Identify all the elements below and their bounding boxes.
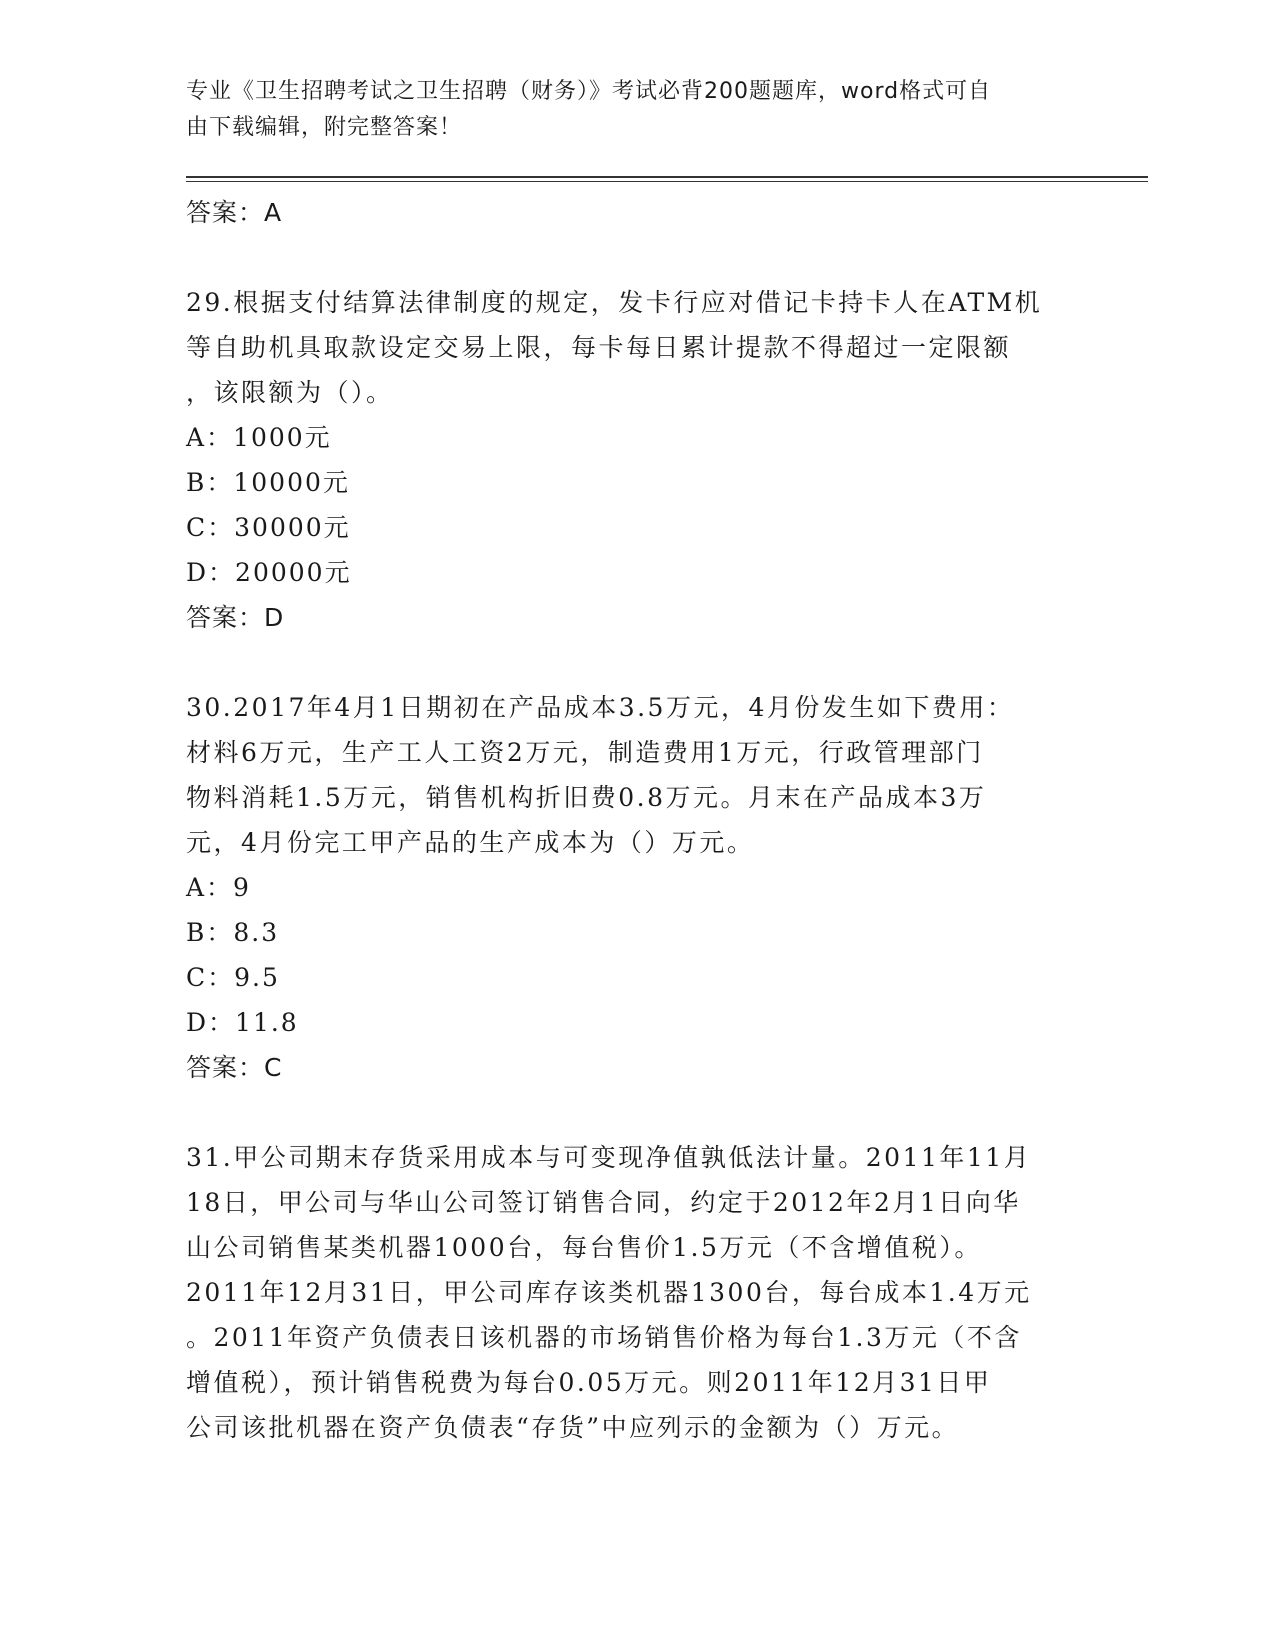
- answer-30: 答案：C: [186, 1053, 283, 1082]
- question-text-line: ，该限额为（）。: [186, 378, 394, 407]
- question-text-line: 物料消耗1.5万元，销售机构折旧费0.8万元。月末在产品成本3万: [186, 783, 987, 812]
- question-text-line: 。2011年资产负债表日该机器的市场销售价格为每台1.3万元（不含: [186, 1323, 1022, 1352]
- option-a: A：1000元: [186, 423, 332, 452]
- option-b: B：10000元: [186, 468, 350, 497]
- spacer: [186, 641, 1086, 685]
- spacer: [186, 1091, 1086, 1135]
- document-header: [186, 74, 1066, 146]
- option-d: D：20000元: [186, 558, 352, 587]
- answer-29: 答案：D: [186, 603, 285, 632]
- question-text-line: 2011年12月31日，甲公司库存该类机器1300台，每台成本1.4万元: [186, 1278, 1032, 1307]
- header-line-1: 专业《卫生招聘考试之卫生招聘（财务）》考试必背200题题库，word格式可自: [186, 79, 992, 104]
- option-c: C：9.5: [186, 963, 280, 992]
- question-31: [186, 1135, 1086, 1450]
- document-body: [186, 190, 1086, 1450]
- question-text-line: 山公司销售某类机器1000台，每台售价1.5万元（不含增值税）。: [186, 1233, 982, 1262]
- question-29: [186, 280, 1086, 641]
- header-line-2: 由下载编辑，附完整答案！: [186, 115, 463, 140]
- question-30: [186, 685, 1086, 1091]
- question-text-line: 31.甲公司期末存货采用成本与可变现净值孰低法计量。2011年11月: [186, 1143, 1032, 1172]
- option-d: D：11.8: [186, 1008, 299, 1037]
- question-text-line: 29.根据支付结算法律制度的规定，发卡行应对借记卡持卡人在ATM机: [186, 288, 1043, 317]
- option-c: C：30000元: [186, 513, 351, 542]
- option-a: A：9: [186, 873, 251, 902]
- spacer: [186, 236, 1086, 280]
- header-divider-thick: [186, 176, 1148, 178]
- question-text-line: 等自助机具取款设定交易上限，每卡每日累计提款不得超过一定限额: [186, 333, 1012, 362]
- question-text-line: 30.2017年4月1日期初在产品成本3.5万元，4月份发生如下费用：: [186, 693, 1015, 722]
- question-text-line: 材料6万元，生产工人工资2万元，制造费用1万元，行政管理部门: [186, 738, 984, 767]
- answer-previous: 答案：A: [186, 198, 283, 227]
- question-text-line: 公司该批机器在资产负债表“存货”中应列示的金额为（）万元。: [186, 1413, 960, 1442]
- header-divider-thin: [186, 181, 1148, 182]
- question-text-line: 18日，甲公司与华山公司签订销售合同，约定于2012年2月1日向华: [186, 1188, 1021, 1217]
- question-text-line: 增值税），预计销售税费为每台0.05万元。则2011年12月31日甲: [186, 1368, 992, 1397]
- option-b: B：8.3: [186, 918, 280, 947]
- question-text-line: 元，4月份完工甲产品的生产成本为（）万元。: [186, 828, 755, 857]
